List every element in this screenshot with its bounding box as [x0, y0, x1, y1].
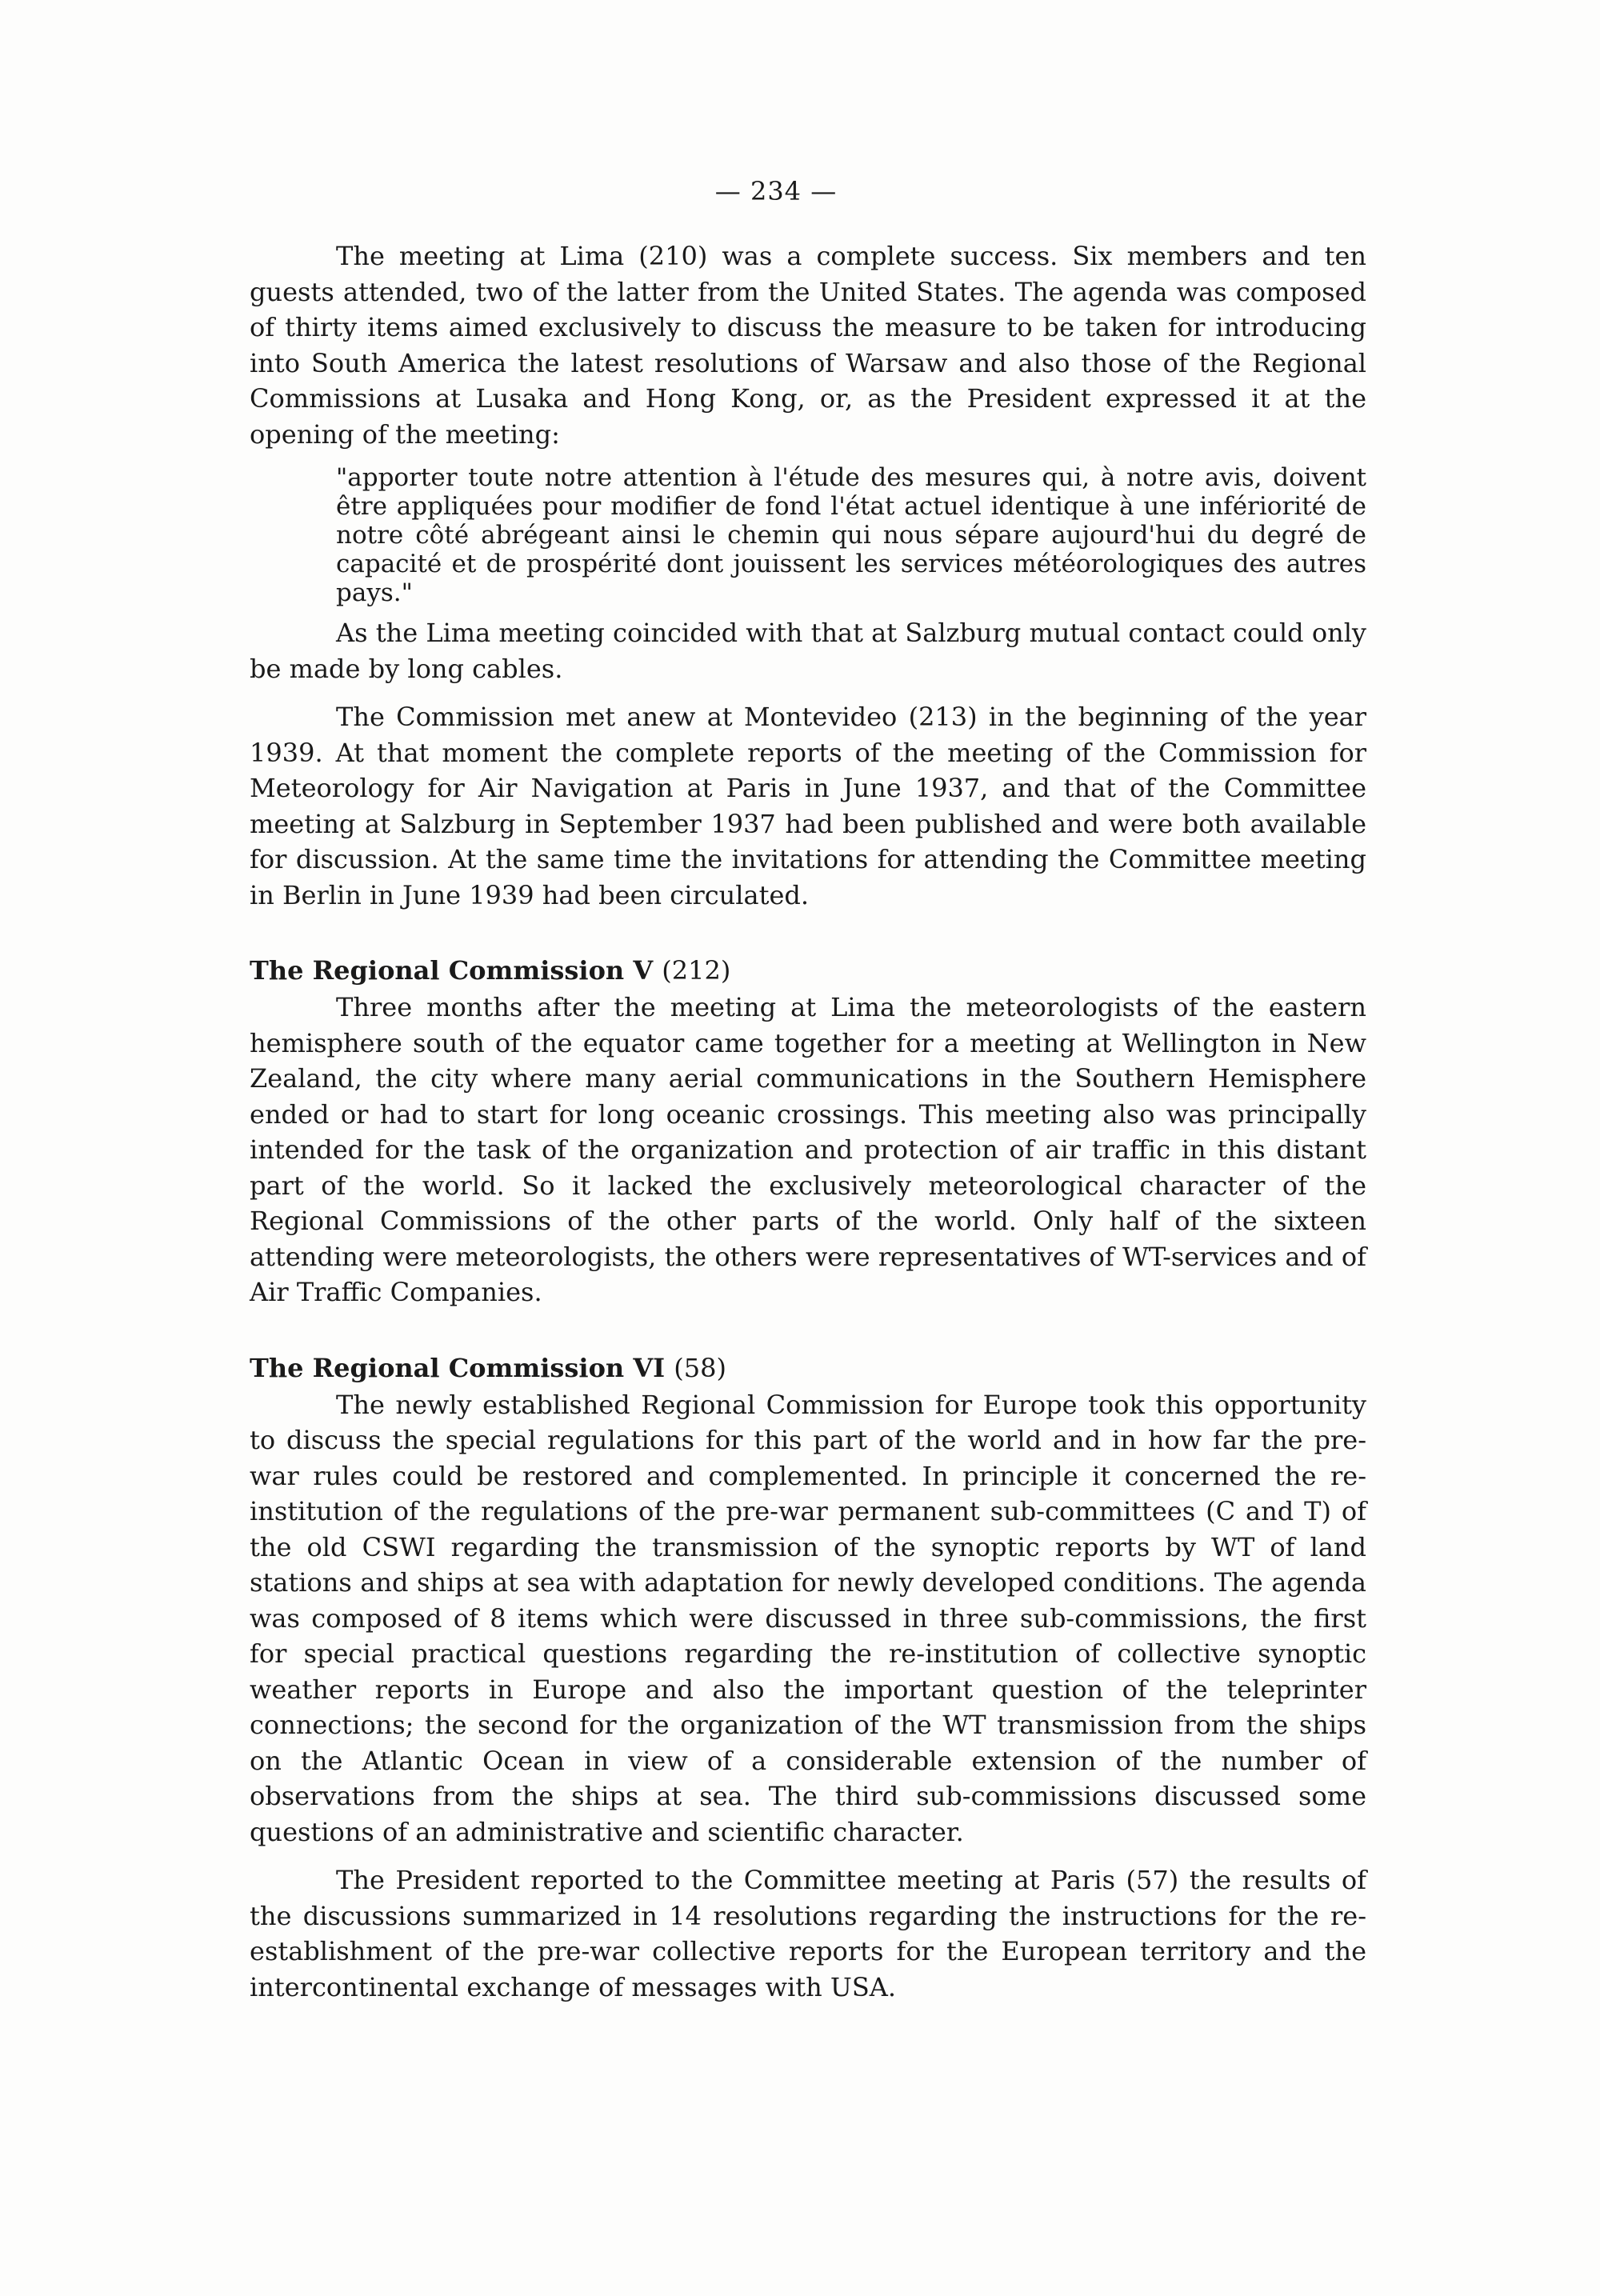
page-body	[250, 238, 1366, 2005]
section-vi-title: The Regional Commission VI	[250, 1352, 666, 1383]
section-heading-regional-commission-vi	[250, 1352, 1366, 1384]
section-v-reference: (212)	[662, 955, 731, 986]
page-number: — 234 —	[714, 176, 838, 206]
paragraph-europe-commission: The newly established Regional Commission for Europe took this opportunity to discuss the special regulations for this part of the world and in how far the pre-war rules could be restored and complemented. In principle it concerned the re-institution of the regulations of the pre-war permanent sub-committees (C and T) of the old CSWI regarding the transmission of the synoptic reports by WT of land stations and ships at sea with adaptation for newly developed conditions. The agenda was composed of 8 items which were discussed in three sub-commissions, the first for special practical questions regarding the re-institution of collective synoptic weather reports in Europe and also the important question of the teleprinter connections; the second for the organization of the WT transmission from the ships on the Atlantic Ocean in view of a considerable extension of the number of observations from the ships at sea. The third sub-commissions discussed some questions of an administrative and scientific character.	[250, 1389, 1366, 1847]
paragraph-paris-report: The President reported to the Committee meeting at Paris (57) the results of the discussions summarized in 14 resolutions regarding the instructions for the re-establishment of the pre-war collective reports for the European territory and the intercontinental exchange of messages with USA.	[250, 1865, 1366, 2002]
section-vi-reference: (58)	[674, 1352, 726, 1383]
section-heading-regional-commission-v	[250, 954, 1366, 986]
paragraph-lima-meeting: The meeting at Lima (210) was a complete success. Six members and ten guests attended, two of the latter from the United States. The agenda was composed of thirty items aimed exclusively to discuss the measure to be taken for introducing into South America the latest resolutions of Warsaw and also those of the Regional Commissions at Lusaka and Hong Kong, or, as the President expressed it at the opening of the meeting:	[250, 241, 1366, 450]
french-quotation: "apporter toute notre attention à l'étude des mesures qui, à notre avis, doivent être appliquées pour modifier de fond l'état actuel identique à une infériorité de notre côté abrégeant ainsi le chemin qui nous sépare aujourd'hui du degré de capacité et de prospérité dont jouissent les services météorologiques des autres pays."	[336, 463, 1366, 607]
paragraph-montevideo: The Commission met anew at Montevideo (213) in the beginning of the year 1939. At that moment the complete reports of the meeting of the Commission for Meteorology for Air Navigation at Paris in June 1937, and that of the Committee meeting at Salzburg in September 1937 had been published and were both available for discussion. At the same time the invitations for attending the Committee meeting in Berlin in June 1939 had been circulated.	[250, 702, 1366, 910]
section-v-title: The Regional Commission V	[250, 955, 654, 986]
paragraph-wellington-meeting: Three months after the meeting at Lima the meteorologists of the eastern hemisphere south of the equator came together for a meeting at Wellington in New Zealand, the city where many aerial communications in the Southern Hemisphere ended or had to start for long oceanic crossings. This meeting also was principally intended for the task of the organization and protection of air traffic in this distant part of the world. So it lacked the exclusively meteorological character of the Regional Commissions of the other parts of the world. Only half of the sixteen attending were meteorologists, the others were representatives of WT-services and of Air Traffic Companies.	[250, 992, 1366, 1307]
paragraph-salzburg-cables: As the Lima meeting coincided with that at Salzburg mutual contact could only be made by long cables.	[250, 618, 1366, 684]
